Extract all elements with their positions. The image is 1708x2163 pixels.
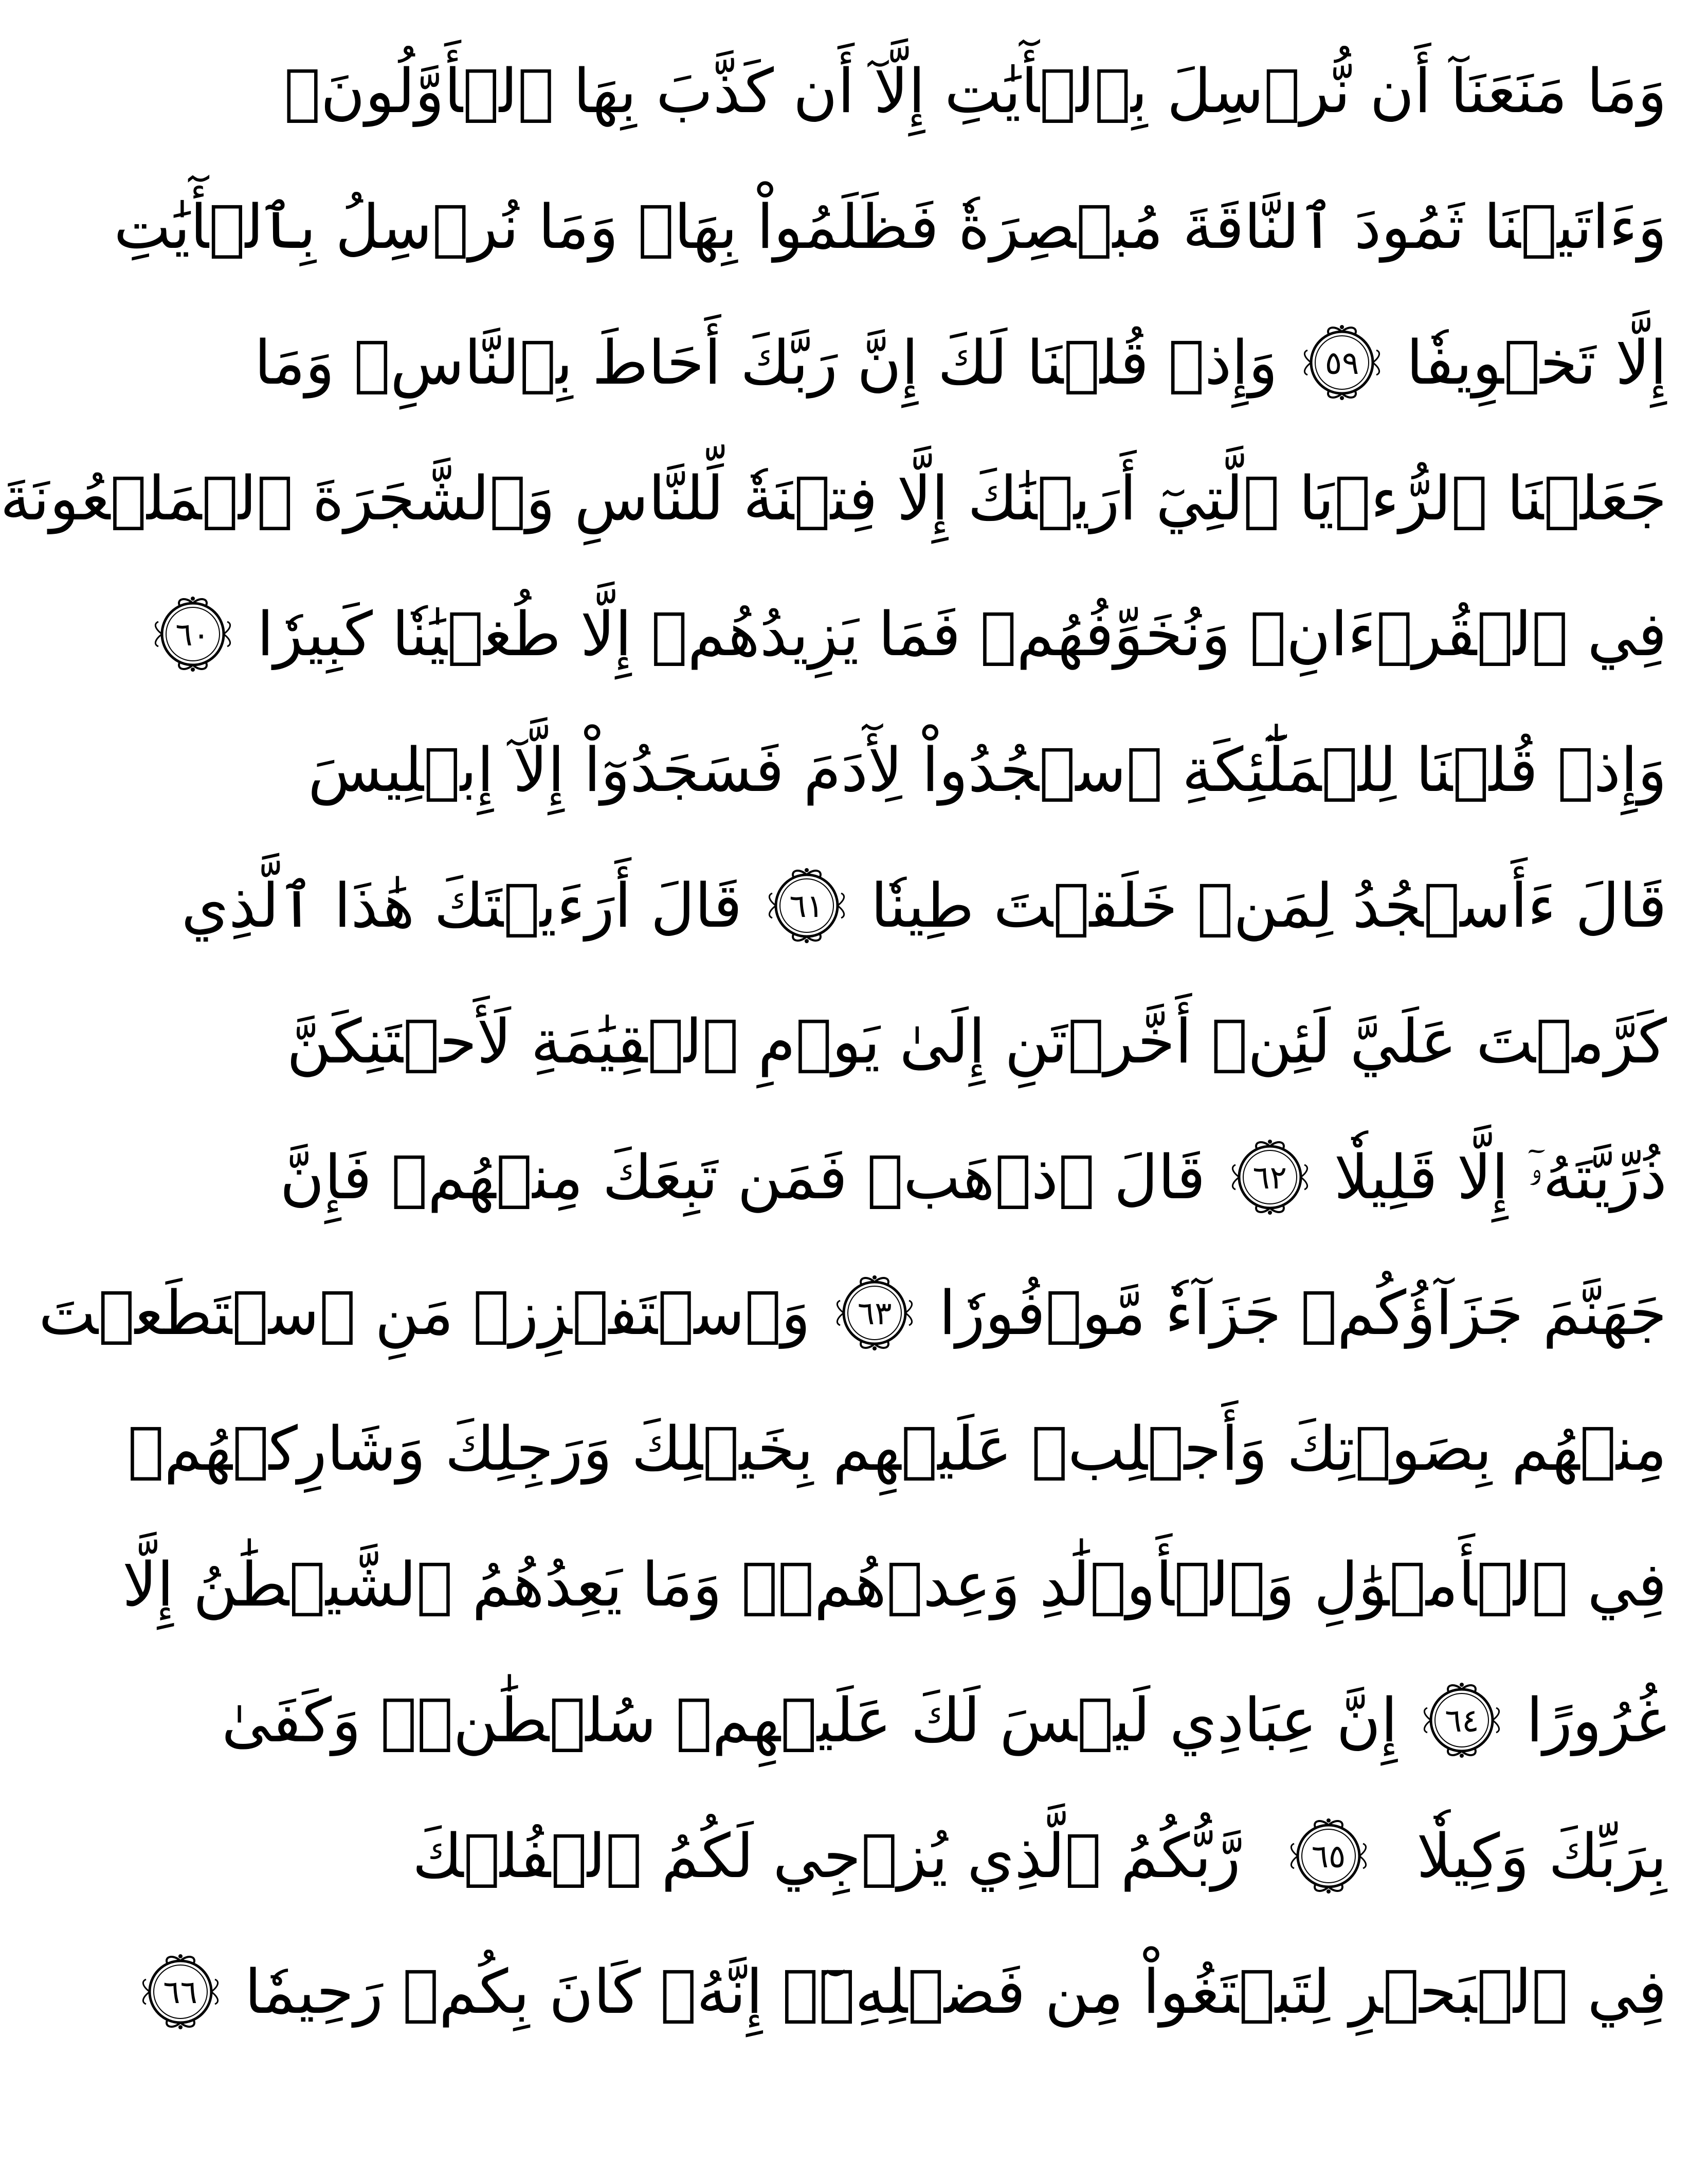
line-segments	[307, 734, 1667, 805]
verse-text: ذُرِّيَّتَهُۥٓ إِلَّا قَلِيلٗا	[1334, 1142, 1667, 1213]
line-segments	[222, 1679, 1667, 1761]
ayah-marker	[132, 1951, 229, 2033]
line-segments	[412, 1815, 1667, 1897]
verse-text: غُرُورًا	[1526, 1685, 1667, 1756]
verse-text: وَإِذۡ قُلۡنَا لَكَ إِنَّ رَبَّكَ أَحَاطَ بِٱلنَّاسِۚ وَمَا	[254, 327, 1278, 398]
line-segments	[284, 56, 1667, 127]
ayah-number: ٦٣	[857, 1294, 892, 1332]
verse-text: كَرَّمۡتَ عَلَيَّ لَئِنۡ أَخَّرۡتَنِ إِلَىٰ يَوۡمِ ٱلۡقِيَٰمَةِ لَأَحۡتَنِكَنَّ	[286, 1006, 1667, 1077]
ayah-marker	[758, 864, 856, 947]
verse-text: فِي ٱلۡقُرۡءَانِۚ وَنُخَوِّفُهُمۡ فَمَا يَزِيدُهُمۡ إِلَّا طُغۡيَٰنٗا كَبِيرٗا	[257, 599, 1667, 670]
verse-text: وَٱسۡتَفۡزِزۡ مَنِ ٱسۡتَطَعۡتَ	[39, 1277, 811, 1348]
text-line	[122, 1517, 1667, 1652]
text-line	[175, 566, 1667, 702]
verse-text: وَمَا مَنَعَنَآ أَن نُّرۡسِلَ بِٱلۡأٓيَٰتِ إِلَّآ أَن كَذَّبَ بِهَا ٱلۡأَوَّلُونَۚ	[284, 56, 1667, 127]
ayah-marker	[1413, 1679, 1511, 1761]
verse-text: جَهَنَّمَ جَزَآؤُكُمۡ جَزَآءٗ مَّوۡفُورٗا	[939, 1277, 1667, 1348]
ayah-marker	[826, 1272, 923, 1354]
verse-text: وَءَاتَيۡنَا ثَمُودَ ٱلنَّاقَةَ مُبۡصِرَةٗ فَظَلَمُواْ بِهَاۚ وَمَا نُرۡسِلُ بِٱلۡأٓيَٰتِ	[114, 191, 1667, 262]
line-segments	[286, 1006, 1667, 1077]
verse-text: وَإِذۡ قُلۡنَا لِلۡمَلَٰٓئِكَةِ ٱسۡجُدُواْ لِأٓدَمَ فَسَجَدُوٓاْ إِلَّآ إِبۡلِيسَ	[307, 734, 1667, 805]
line-segments	[128, 1413, 1667, 1484]
ayah-marker	[1293, 321, 1391, 404]
ayah-number: ٦٥	[1311, 1837, 1346, 1875]
text-line	[114, 159, 1667, 295]
verse-text: قَالَ ءَأَسۡجُدُ لِمَنۡ خَلَقۡتَ طِينٗا	[870, 870, 1667, 941]
verse-text: فِي ٱلۡبَحۡرِ لِتَبۡتَغُواْ مِن فَضۡلِهِۦٓۚ إِنَّهُۥ كَانَ بِكُمۡ رَحِيمٗا	[244, 1956, 1667, 2027]
verse-text: مِنۡهُم بِصَوۡتِكَ وَأَجۡلِبۡ عَلَيۡهِم بِخَيۡلِكَ وَرَجِلِكَ وَشَارِكۡهُمۡ	[128, 1413, 1667, 1484]
text-line	[307, 702, 1667, 838]
ayah-number: ٦٢	[1252, 1158, 1287, 1196]
text-line	[181, 838, 1667, 974]
line-segments	[254, 321, 1667, 404]
line-segments	[122, 1549, 1667, 1620]
verse-text: إِنَّ عِبَادِي لَيۡسَ لَكَ عَلَيۡهِمۡ سُلۡطَٰنٞۚ وَكَفَىٰ	[222, 1685, 1398, 1756]
text-line	[284, 23, 1667, 159]
text-line	[222, 1652, 1667, 1788]
line-segments	[181, 864, 1667, 947]
text-line	[254, 295, 1667, 430]
line-segments	[163, 1951, 1667, 2033]
verse-text: جَعَلۡنَا ٱلرُّءۡيَا ٱلَّتِيٓ أَرَيۡنَٰكَ إِلَّا فِتۡنَةٗ لِّلنَّاسِ وَٱلشَّجَرَةَ ٱلۡمَلۡعُونَةَ	[0, 463, 1667, 534]
ayah-number: ٥٩	[1324, 344, 1359, 382]
line-segments	[114, 191, 1667, 262]
text-line	[286, 974, 1667, 1109]
verse-text: بِرَبِّكَ وَكِيلٗا	[1416, 1820, 1667, 1891]
text-line	[280, 1109, 1667, 1245]
ayah-number: ٦٠	[175, 615, 210, 653]
verse-text: إِلَّا تَخۡوِيفٗا	[1406, 327, 1667, 398]
verse-text: قَالَ أَرَءَيۡتَكَ هَٰذَا ٱلَّذِي	[181, 870, 742, 941]
verse-text: رَّبُّكُمُ ٱلَّذِي يُزۡجِي لَكُمُ ٱلۡفُلۡكَ	[412, 1820, 1241, 1891]
ayah-marker	[1280, 1815, 1377, 1897]
text-line	[39, 1245, 1667, 1381]
line-segments	[280, 1136, 1667, 1218]
text-line	[0, 430, 1667, 566]
text-line	[412, 1788, 1667, 1924]
ayah-marker	[144, 593, 242, 675]
line-segments	[39, 1272, 1667, 1354]
verse-text: فِي ٱلۡأَمۡوَٰلِ وَٱلۡأَوۡلَٰدِ وَعِدۡهُمۡۚ وَمَا يَعِدُهُمُ ٱلشَّيۡطَٰنُ إِلَّا	[122, 1549, 1667, 1620]
ayah-number: ٦١	[789, 887, 824, 925]
line-segments	[175, 593, 1667, 675]
line-segments	[0, 463, 1667, 534]
text-line	[128, 1381, 1667, 1517]
verse-text: قَالَ ٱذۡهَبۡ فَمَن تَبِعَكَ مِنۡهُمۡ فَإِنَّ	[280, 1142, 1206, 1213]
ayah-number: ٦٦	[163, 1973, 197, 2011]
text-line	[163, 1924, 1667, 2060]
ayah-number: ٦٤	[1445, 1701, 1479, 1739]
ayah-marker	[1221, 1136, 1319, 1218]
